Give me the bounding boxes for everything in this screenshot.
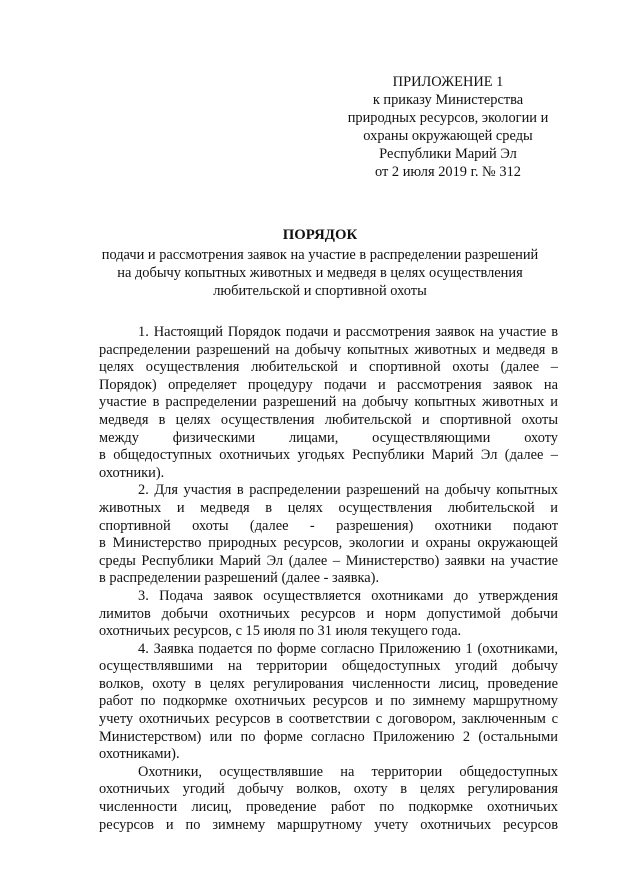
- body-line: учету охотничьих ресурсов в соответствии с договором, заключенным с: [99, 711, 558, 728]
- body-line: ресурсов и по зимнему маршрутному учету охотничьих ресурсов: [99, 816, 558, 833]
- body-line: охотничьих ресурсов, с 15 июля по 31 июля текущего года.: [99, 623, 462, 640]
- body-line: спортивной охоты (далее - разрешения) охотники подают: [99, 517, 558, 534]
- body-line: охотниками).: [99, 746, 180, 763]
- body-line: охотничьих угодий добычу волков, охоту в целях регулирования: [99, 781, 558, 798]
- body-line: 1. Настоящий Порядок подачи и рассмотрения заявок на участие в: [138, 324, 558, 340]
- appendix-line: ПРИЛОЖЕНИЕ 1: [392, 74, 504, 90]
- body-line: в общедоступных охотничьих угодьях Республики Марий Эл (далее –: [99, 447, 558, 464]
- body-line: медведя в целях осуществления любительской и спортивной охоты: [99, 411, 558, 428]
- body-line: в распределении разрешений (далее - заявка).: [99, 570, 380, 587]
- subtitle-line: подачи и рассмотрения заявок на участие в распределении разрешений: [101, 247, 539, 263]
- body-line: животных и медведя в целях осуществления любительской и: [99, 499, 558, 516]
- body-line: 2. Для участия в распределении разрешений на добычу копытных: [138, 482, 558, 499]
- body-line: 3. Подача заявок осуществляется охотниками до утверждения: [138, 587, 558, 604]
- body-line: осуществлявшими на территории общедоступных угодий добычу: [99, 658, 558, 675]
- appendix-line: Республики Марий Эл: [379, 146, 517, 162]
- body-line: Охотники, осуществлявшие на территории общедоступных: [138, 763, 558, 780]
- appendix-header: [340, 73, 556, 181]
- body-line: охотники).: [99, 464, 165, 481]
- subtitle-line: любительской и спортивной охоты: [213, 283, 427, 299]
- body-line: лимитов добычи охотничьих ресурсов и норм допустимой добычи: [99, 605, 558, 622]
- appendix-line: природных ресурсов, экологии и: [347, 110, 549, 126]
- appendix-line: охраны окружающей среды: [363, 128, 533, 144]
- appendix-line: к приказу Министерства: [372, 92, 524, 108]
- appendix-line: от 2 июля 2019 г. № 312: [375, 164, 521, 180]
- body-line: целях осуществления любительской и спортивной охоты (далее –: [99, 359, 558, 376]
- body-line: численности лисиц, проведение работ по подкормке охотничьих: [99, 799, 558, 816]
- document-body: [99, 324, 558, 834]
- document-subtitle: [60, 246, 580, 300]
- body-line: Министерством) или по форме согласно Приложению 2 (остальными: [99, 728, 558, 745]
- body-line: между физическими лицами, осуществляющими охоту: [99, 429, 558, 446]
- body-line: волков, охоту в целях регулирования численности лисиц, проведение: [99, 675, 558, 692]
- body-line: распределении разрешений на добычу копытных животных и медведя в: [99, 341, 558, 358]
- body-line: работ по подкормке охотничьих ресурсов и по зимнему маршрутному: [99, 693, 558, 710]
- body-line: в Министерство природных ресурсов, экологии и охраны окружающей: [99, 535, 558, 552]
- subtitle-line: на добычу копытных животных и медведя в целях осуществления: [117, 265, 523, 281]
- body-line: 4. Заявка подается по форме согласно Приложению 1 (охотниками,: [138, 640, 558, 657]
- body-line: среды Республики Марий Эл (далее – Министерство) заявки на участие: [99, 552, 558, 569]
- body-line: участие в распределении разрешений на добычу копытных животных и: [99, 394, 558, 411]
- document-title: ПОРЯДОК: [282, 227, 358, 243]
- body-line: Порядок) определяет процедуру подачи и рассмотрения заявок на: [99, 376, 558, 393]
